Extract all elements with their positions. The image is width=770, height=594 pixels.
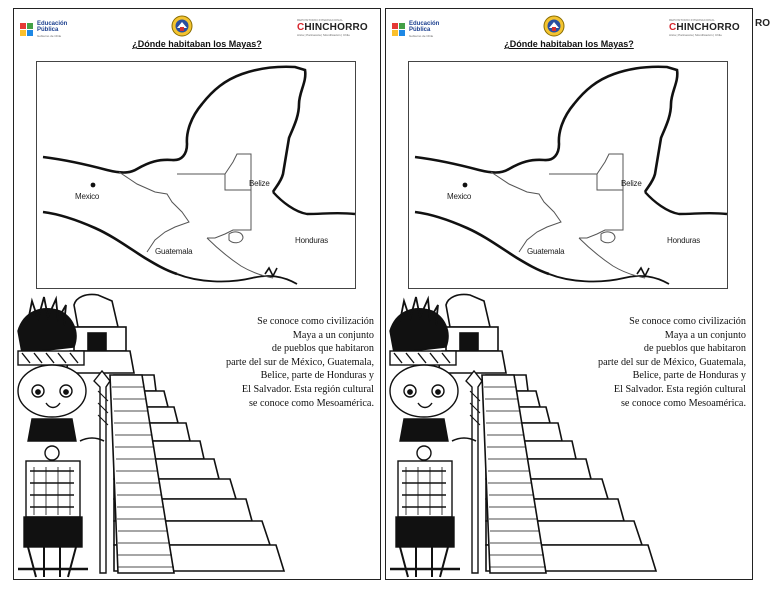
chinchorro-initial: C [297, 22, 305, 33]
school-crest-icon [543, 15, 565, 37]
edu-sub: Gobierno de Chile [409, 34, 434, 38]
maya-region-map [36, 61, 356, 289]
description-line: se conoce como Mesoamérica. [620, 397, 746, 409]
description-text [556, 315, 746, 410]
chinchorro-initial: C [669, 22, 677, 33]
chinchorro-logo [297, 18, 368, 37]
map-outline [409, 62, 727, 288]
description-text [184, 315, 374, 410]
chinchorro-logo [669, 18, 740, 37]
map-outline [37, 62, 355, 288]
description-line: de pueblos que habitaron [271, 343, 374, 355]
map-label-honduras: Honduras [295, 236, 329, 245]
edu-line1: Educación [37, 21, 68, 27]
chinchorro-small: REPOSITORIO INTERNACIONAL [297, 18, 343, 22]
description-line: Belice, parte de Honduras y [260, 370, 374, 382]
chinchorro-small: REPOSITORIO INTERNACIONAL [669, 18, 715, 22]
description-line: El Salvador. Esta región cultural [241, 383, 374, 395]
description-line: Maya a un conjunto [664, 329, 746, 341]
description-line: de pueblos que habitaron [643, 343, 746, 355]
overflow-text: RO [755, 18, 770, 29]
description-line: se conoce como Mesoamérica. [248, 397, 374, 409]
description-line: Belice, parte de Honduras y [632, 370, 746, 382]
map-label-belize: Belize [249, 179, 270, 188]
edu-sub: Gobierno de Chile [37, 34, 62, 38]
description-line: Se conoce como civilización [257, 316, 374, 327]
description-line: El Salvador. Esta región cultural [613, 383, 746, 395]
chinchorro-name: HINCHORRO [304, 22, 368, 33]
worksheet-left [13, 8, 381, 580]
description-line: Se conoce como civilización [629, 316, 746, 327]
flag-icon [20, 23, 34, 37]
map-label-belize: Belize [621, 179, 642, 188]
description-line: parte del sur de México, Guatemala, [598, 356, 746, 368]
map-label-guatemala: Guatemala [155, 247, 193, 256]
worksheet-right [385, 8, 753, 580]
map-label-mexico: Mexico [447, 192, 472, 201]
edu-line1: Educación [409, 21, 440, 27]
maya-region-map [408, 61, 728, 289]
chinchorro-name: HINCHORRO [676, 22, 740, 33]
edu-line2: Pública [409, 27, 431, 33]
school-crest-icon [171, 15, 193, 37]
map-label-honduras: Honduras [667, 236, 701, 245]
educacion-publica-logo [392, 21, 439, 39]
chinchorro-tag: Arica | Parinacota | Momificación | Chile [297, 33, 350, 37]
worksheet-title: ¿Dónde habitaban los Mayas? [132, 39, 262, 49]
map-label-mexico: Mexico [75, 192, 100, 201]
chinchorro-tag: Arica | Parinacota | Momificación | Chile [669, 33, 722, 37]
flag-icon [392, 23, 406, 37]
description-line: parte del sur de México, Guatemala, [226, 356, 374, 368]
map-label-guatemala: Guatemala [527, 247, 565, 256]
worksheet-title: ¿Dónde habitaban los Mayas? [504, 39, 634, 49]
edu-line2: Pública [37, 27, 59, 33]
educacion-publica-logo [20, 21, 67, 39]
description-line: Maya a un conjunto [292, 329, 374, 341]
